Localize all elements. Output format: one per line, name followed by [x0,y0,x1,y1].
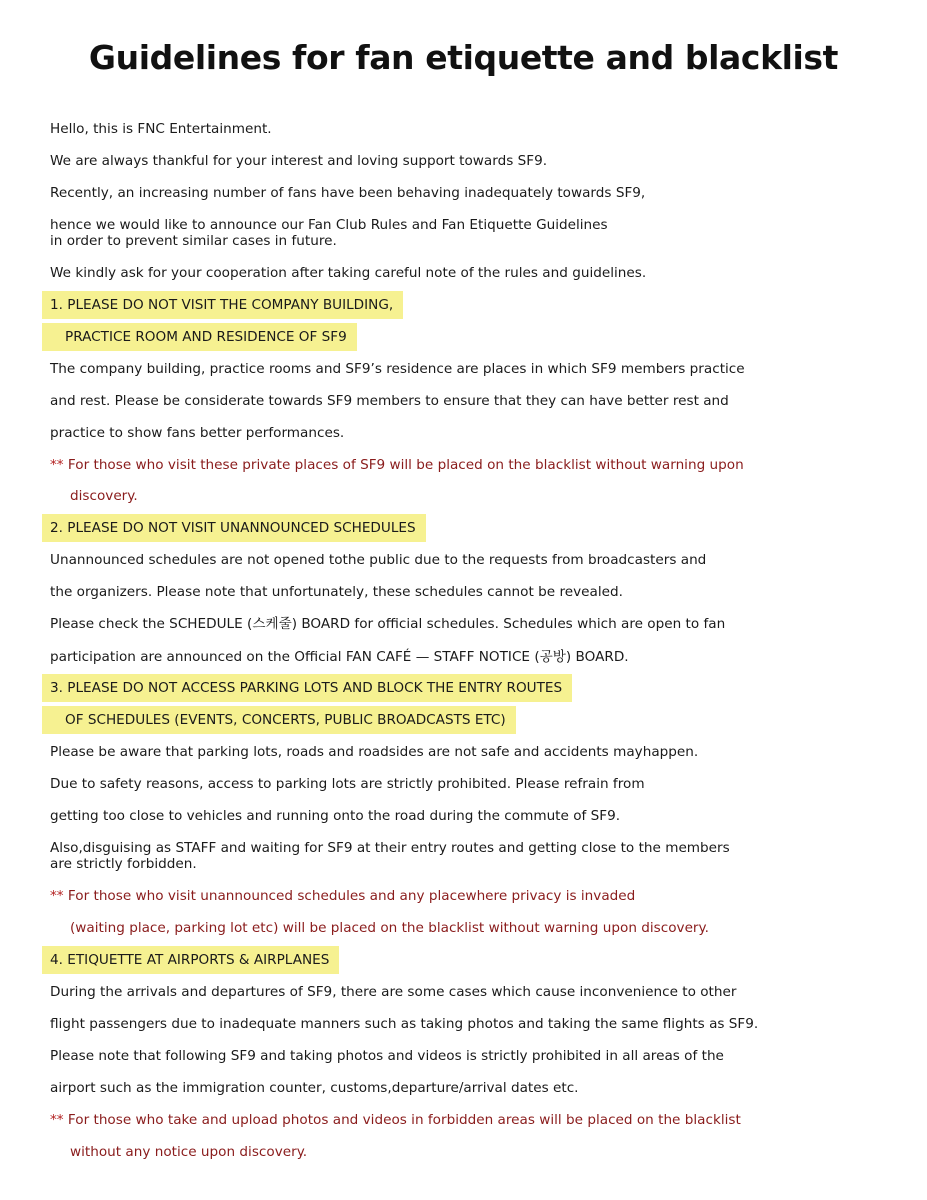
section-3-body-line: Due to safety reasons, access to parking lots are strictly prohibited. Please refrain from [50,776,645,792]
warning-marker: ** [50,888,64,904]
section-3-warning: ** For those who visit unannounced schedules and any placewhere privacy is invaded [50,888,636,904]
section-3-heading [50,680,572,696]
page-title: Guidelines for fan etiquette and blacklist [88,38,839,77]
section-1-warning-cont: discovery. [70,488,138,504]
section-4-heading-line: 4. ETIQUETTE AT AIRPORTS & AIRPLANES [42,946,339,974]
section-3-body-line: Also,disguising as STAFF and waiting for SF9 at their entry routes and getting close to the members [50,840,730,856]
section-2-body-line: participation are announced on the Official FAN CAFÉ — STAFF NOTICE (공방) BOARD. [50,649,629,665]
section-4-body-line: During the arrivals and departures of SF9, there are some cases which cause inconvenience to other [50,984,737,1000]
section-4-heading [50,952,339,968]
section-4-warning: ** For those who take and upload photos and videos in forbidden areas will be placed on the blacklist [50,1112,741,1128]
warning-marker: ** [50,457,64,473]
section-1-body-line: practice to show fans better performances. [50,425,345,441]
intro-line: Recently, an increasing number of fans have been behaving inadequately towards SF9, [50,185,646,201]
section-4-body-line: flight passengers due to inadequate manners such as taking photos and taking the same flights as SF9. [50,1016,759,1032]
section-4-body-line: airport such as the immigration counter, customs,departure/arrival dates etc. [50,1080,579,1096]
section-2-heading-line: 2. PLEASE DO NOT VISIT UNANNOUNCED SCHEDULES [42,514,426,542]
section-4-body-line: Please note that following SF9 and taking photos and videos is strictly prohibited in all areas of the [50,1048,724,1064]
section-3-body-line: getting too close to vehicles and running onto the road during the commute of SF9. [50,808,621,824]
section-2-body-line: Please check the SCHEDULE (스케줄) BOARD for official schedules. Schedules which are open to fan [50,616,726,632]
section-3-heading [50,712,516,728]
intro-line: Hello, this is FNC Entertainment. [50,121,272,137]
section-1-body-line: and rest. Please be considerate towards SF9 members to ensure that they can have better rest and [50,393,729,409]
section-3-warning-cont: (waiting place, parking lot etc) will be placed on the blacklist without warning upon discovery. [70,920,709,936]
section-2-body-line: the organizers. Please note that unfortunately, these schedules cannot be revealed. [50,584,623,600]
section-3-heading-line: OF SCHEDULES (EVENTS, CONCERTS, PUBLIC BROADCASTS ETC) [42,706,516,734]
section-3-heading-line: 3. PLEASE DO NOT ACCESS PARKING LOTS AND BLOCK THE ENTRY ROUTES [42,674,572,702]
section-1-body-line: The company building, practice rooms and SF9’s residence are places in which SF9 members practice [50,361,745,377]
section-2-heading [50,520,426,536]
section-1-heading [50,329,357,345]
intro-line: We are always thankful for your interest and loving support towards SF9. [50,153,548,169]
intro-line: We kindly ask for your cooperation after taking careful note of the rules and guidelines. [50,265,647,281]
intro-line: in order to prevent similar cases in future. [50,233,337,249]
warning-marker: ** [50,1112,64,1128]
intro-line: hence we would like to announce our Fan Club Rules and Fan Etiquette Guidelines [50,217,608,233]
section-1-heading-line: 1. PLEASE DO NOT VISIT THE COMPANY BUILDING, [42,291,403,319]
section-1-heading [50,297,403,313]
section-1-heading-line: PRACTICE ROOM AND RESIDENCE OF SF9 [42,323,357,351]
section-1-warning: ** For those who visit these private places of SF9 will be placed on the blacklist without warning upon [50,457,744,473]
section-3-body-line: are strictly forbidden. [50,856,197,872]
section-3-body-line: Please be aware that parking lots, roads and roadsides are not safe and accidents mayhappen. [50,744,699,760]
section-4-warning-cont: without any notice upon discovery. [70,1144,308,1160]
section-2-body-line: Unannounced schedules are not opened tothe public due to the requests from broadcasters and [50,552,707,568]
